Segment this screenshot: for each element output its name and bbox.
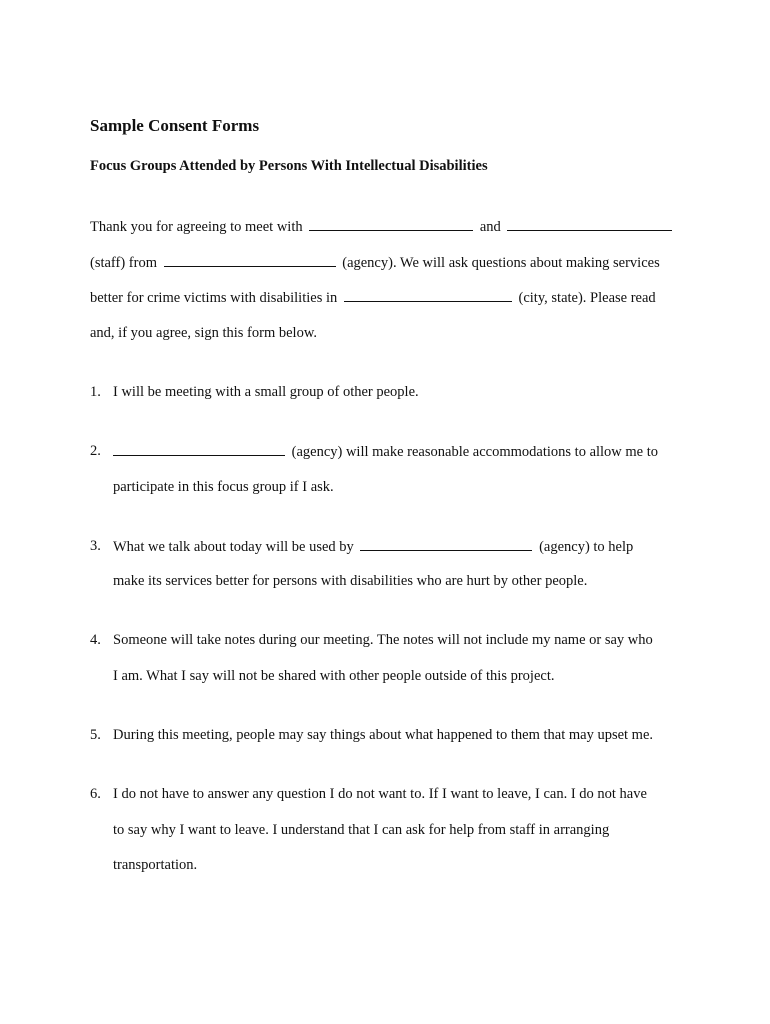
intro-text: better for crime victims with disabilities in [90, 290, 338, 306]
item-2-line-2: participate in this focus group if I ask. [113, 479, 334, 495]
intro-text: Thank you for agreeing to meet with [90, 219, 303, 235]
item-6-line-3: transportation. [113, 857, 198, 873]
item-6-line-1: I do not have to answer any question I do not want to. If I want to leave, I can. I do not have [113, 786, 647, 802]
document-subtitle: Focus Groups Attended by Persons With Intellectual Disabilities [90, 158, 488, 174]
item-number: 5. [90, 727, 101, 743]
item-1-line-1: I will be meeting with a small group of other people. [113, 384, 419, 400]
intro-line-1 [90, 216, 675, 237]
city-state-blank[interactable] [344, 287, 512, 302]
intro-text: and, if you agree, sign this form below. [90, 325, 317, 341]
intro-line-3 [90, 287, 656, 308]
intro-text: (agency). We will ask questions about making services [342, 255, 660, 271]
item-text: (agency) to help [539, 539, 634, 555]
item-number: 3. [90, 538, 101, 554]
item-number: 4. [90, 632, 101, 648]
item-6-line-2: to say why I want to leave. I understand that I can ask for help from staff in arranging [113, 822, 610, 838]
agency-blank[interactable] [164, 252, 336, 267]
item-number: 1. [90, 384, 101, 400]
document-title: Sample Consent Forms [90, 116, 260, 135]
intro-text: and [479, 219, 501, 235]
item-4-line-1: Someone will take notes during our meeting. The notes will not include my name or say who [113, 632, 653, 648]
intro-text: (staff) from [90, 255, 157, 271]
intro-line-4 [90, 323, 317, 343]
item-2-line-1 [113, 441, 658, 462]
staff-name-blank-2[interactable] [507, 216, 672, 231]
item-text: What we talk about today will be used by [113, 539, 354, 555]
staff-name-blank-1[interactable] [309, 216, 473, 231]
item-text: (agency) will make reasonable accommodations to allow me to [291, 444, 659, 460]
item-5-line-1: During this meeting, people may say things about what happened to them that may upset me. [113, 727, 654, 743]
intro-line-2 [90, 252, 660, 273]
item-3-line-2: make its services better for persons with disabilities who are hurt by other people. [113, 573, 588, 589]
item-number: 6. [90, 786, 101, 802]
intro-text: (city, state). Please read [518, 290, 656, 306]
item-4-line-2: I am. What I say will not be shared with other people outside of this project. [113, 668, 555, 684]
item-3-line-1 [113, 536, 633, 557]
agency-blank-item-3[interactable] [360, 536, 532, 551]
agency-blank-item-2[interactable] [113, 441, 285, 456]
item-number: 2. [90, 443, 101, 459]
